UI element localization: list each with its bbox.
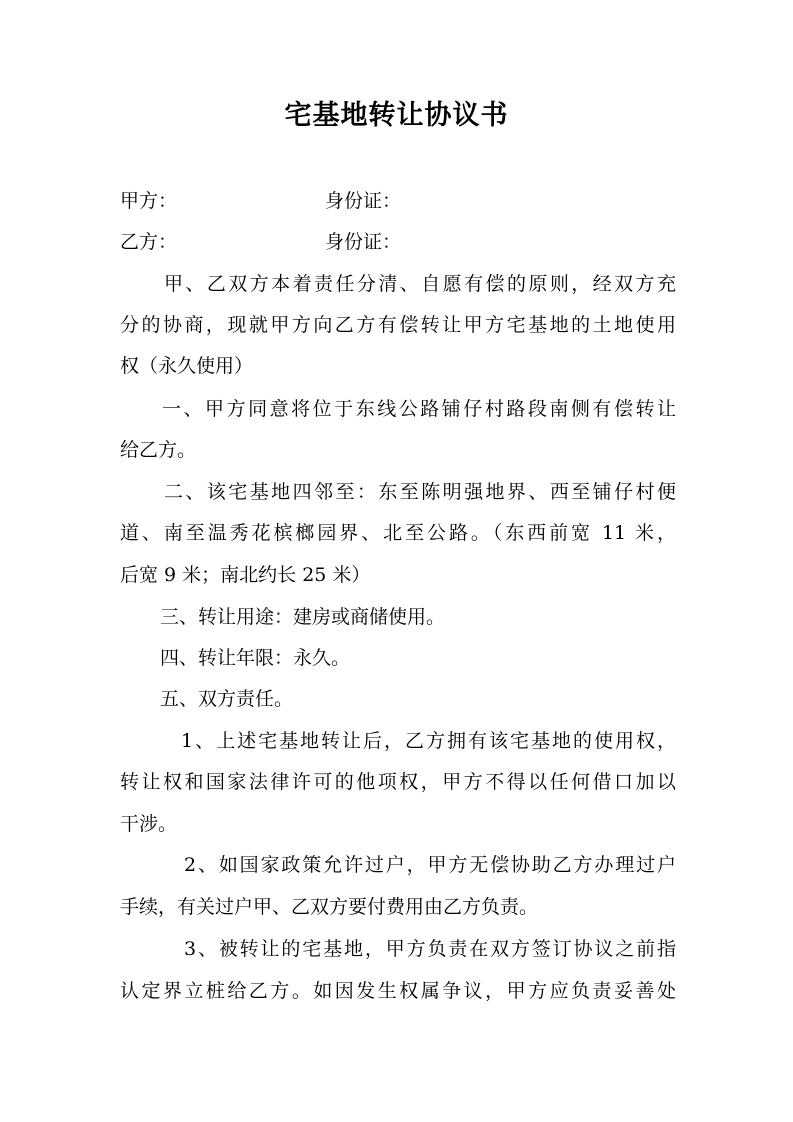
subclause-1-line-3: 干涉。 (120, 813, 178, 835)
clause-5-heading: 五、双方责任。 (160, 688, 294, 710)
subclause-3-line-1: 3、被转让的宅基地，甲方负责在双方签订协议之前指 (184, 938, 676, 960)
subclause-3-line-2: 认定界立桩给乙方。如因发生权属争议，甲方应负责妥善处 (120, 980, 676, 1002)
clause-2-line-3: 后宽 9 米；南北约长 25 米） (120, 564, 371, 586)
clause-2-line-2: 道、南至温秀花槟榔园界、北至公路。（东西前宽 11 米， (120, 522, 676, 544)
clause-1-line-2: 给乙方。 (120, 439, 197, 461)
clause-2-line-1: 二、该宅基地四邻至：东至陈明强地界、西至铺仔村便 (164, 481, 676, 503)
party-b-label: 乙方： (120, 231, 178, 253)
subclause-2-line-2: 手续，有关过户甲、乙双方要付费用由乙方负责。 (120, 896, 539, 918)
clause-1-line-1: 一、甲方同意将位于东线公路铺仔村路段南侧有偿转让 (162, 398, 676, 420)
subclause-1-line-2: 转让权和国家法律许可的他项权，甲方不得以任何借口加以 (120, 771, 676, 793)
subclause-1-line-1: 1、上述宅基地转让后，乙方拥有该宅基地的使用权， (181, 730, 676, 752)
preamble-line-3: 权（永久使用） (120, 355, 254, 377)
subclause-2-line-1: 2、如国家政策允许过户，甲方无偿协助乙方办理过户 (184, 854, 676, 876)
party-b-id-label: 身份证： (325, 231, 402, 253)
party-a-label: 甲方： (120, 190, 178, 212)
clause-4-line: 四、转让年限：永久。 (160, 647, 351, 669)
clause-3-line: 三、转让用途：建房或商储使用。 (160, 606, 446, 628)
party-a-id-label: 身份证： (325, 190, 402, 212)
document-title: 宅基地转让协议书 (284, 100, 509, 131)
preamble-line-1: 甲、乙双方本着责任分清、自愿有偿的原则，经双方充 (164, 273, 676, 295)
preamble-line-2: 分的协商，现就甲方向乙方有偿转让甲方宅基地的土地使用 (120, 314, 676, 336)
